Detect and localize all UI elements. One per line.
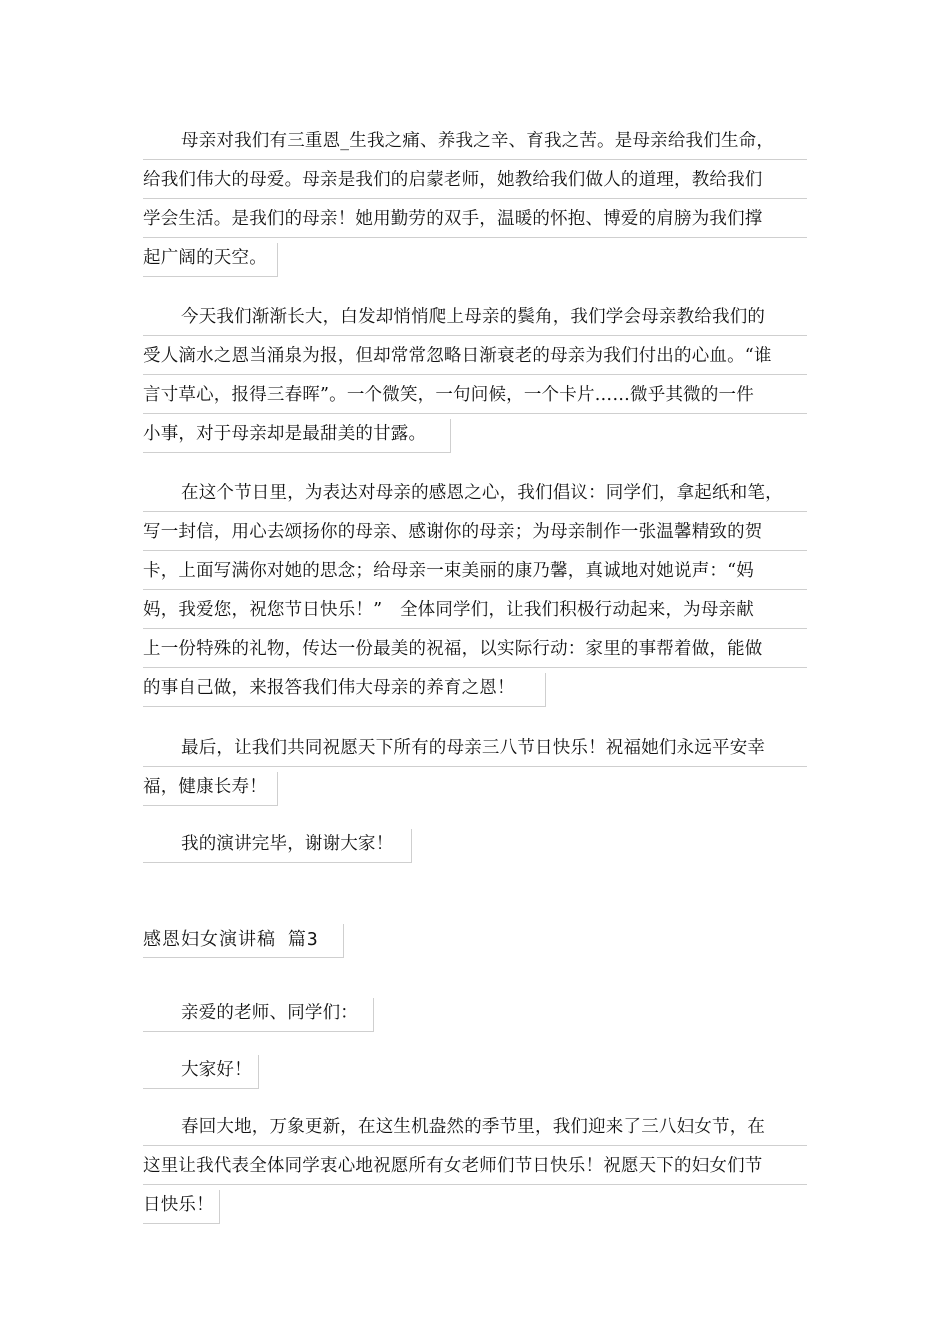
text-line: 母亲对我们有三重恩_生我之痛、养我之辛、育我之苦。是母亲给我们生命， bbox=[143, 122, 807, 161]
paragraph-2 bbox=[143, 298, 807, 454]
text-line: 言寸草心，报得三春晖”。一个微笑，一句问候，一个卡片……微乎其微的一件 bbox=[143, 376, 807, 415]
text-line: 今天我们渐渐长大，白发却悄悄爬上母亲的鬓角，我们学会母亲教给我们的 bbox=[143, 298, 807, 337]
paragraph-1 bbox=[143, 122, 807, 278]
text-line: 春回大地，万象更新，在这生机盎然的季节里，我们迎来了三八妇女节，在 bbox=[143, 1108, 807, 1147]
text-line: 写一封信，用心去颂扬你的母亲、感谢你的母亲；为母亲制作一张温馨精致的贺 bbox=[143, 513, 807, 552]
text-line: 起广阔的天空。 bbox=[143, 239, 807, 278]
text-line: 最后，让我们共同祝愿天下所有的母亲三八节日快乐！祝福她们永远平安幸 bbox=[143, 729, 807, 768]
text-line: 上一份特殊的礼物，传达一份最美的祝福，以实际行动：家里的事帮着做，能做 bbox=[143, 630, 807, 669]
paragraph-7 bbox=[143, 1051, 807, 1090]
section-heading: 感恩妇女演讲稿 篇3 bbox=[143, 920, 319, 959]
text-line: 妈，我爱您，祝您节日快乐！” 全体同学们，让我们积极行动起来，为母亲献 bbox=[143, 591, 807, 630]
text-line: 给我们伟大的母爱。母亲是我们的启蒙老师，她教给我们做人的道理，教给我们 bbox=[143, 161, 807, 200]
paragraph-6 bbox=[143, 994, 807, 1033]
paragraph-8 bbox=[143, 1108, 807, 1225]
text-line: 这里让我代表全体同学衷心地祝愿所有女老师们节日快乐！祝愿天下的妇女们节 bbox=[143, 1147, 807, 1186]
text-line: 受人滴水之恩当涌泉为报，但却常常忽略日渐衰老的母亲为我们付出的心血。“谁 bbox=[143, 337, 807, 376]
text-line: 我的演讲完毕，谢谢大家！ bbox=[143, 825, 807, 864]
text-line: 小事，对于母亲却是最甜美的甘露。 bbox=[143, 415, 807, 454]
text-line: 的事自己做，来报答我们伟大母亲的养育之恩！ bbox=[143, 669, 807, 708]
text-line: 在这个节日里，为表达对母亲的感恩之心，我们倡议：同学们，拿起纸和笔， bbox=[143, 474, 807, 513]
paragraph-4 bbox=[143, 729, 807, 807]
text-line: 日快乐！ bbox=[143, 1186, 807, 1225]
text-line: 福，健康长寿！ bbox=[143, 768, 807, 807]
text-line: 大家好！ bbox=[143, 1051, 807, 1090]
text-line: 卡，上面写满你对她的思念；给母亲一束美丽的康乃馨，真诚地对她说声：“妈 bbox=[143, 552, 807, 591]
text-line: 学会生活。是我们的母亲！她用勤劳的双手，温暖的怀抱、博爱的肩膀为我们撑 bbox=[143, 200, 807, 239]
paragraph-3 bbox=[143, 474, 807, 708]
text-line: 亲爱的老师、同学们： bbox=[143, 994, 807, 1033]
paragraph-5 bbox=[143, 825, 807, 864]
